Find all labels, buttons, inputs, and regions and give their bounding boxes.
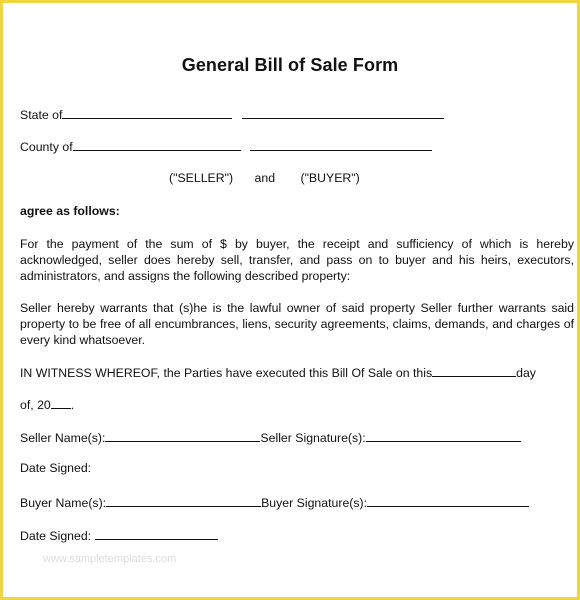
date-signed-line-1 [20,461,91,475]
year-text: of, 20 [20,398,51,412]
date-signed-line-2 [20,527,218,543]
day-word: day [516,366,536,380]
witness-line [20,364,536,380]
buyer-signature-blank[interactable] [367,494,529,507]
state-blank-1[interactable] [62,106,232,119]
buyer-signature-label: Buyer Signature(s): [261,496,368,510]
year-line [20,396,74,412]
payment-paragraph: For the payment of the sum of $ by buyer, the receipt and sufficiency of which is hereby acknowledged, seller does hereby sell, transfer, and pass on to buyer and his heirs, executors, administrators, and assigns the following described property: [20,237,574,283]
county-label: County of [20,140,73,154]
page-title: General Bill of Sale Form [181,55,399,75]
parties-line [169,171,360,185]
state-line [20,106,444,122]
faded-footer: www.sampletemplates.com [43,553,177,565]
seller-name-blank[interactable] [105,429,260,442]
seller-signature-blank[interactable] [366,429,521,442]
seller-signature-label: Seller Signature(s): [260,431,366,445]
date-signed-label-2: Date Signed: [20,529,92,543]
state-blank-2[interactable] [242,106,444,119]
county-line [20,138,432,154]
year-end: . [70,398,75,412]
date-signed-blank[interactable] [95,527,218,540]
and-word: and [254,171,276,185]
date-signed-label: Date Signed: [20,461,92,475]
seller-tag: ("SELLER") [169,171,234,185]
buyer-tag: ("BUYER") [300,171,360,185]
buyer-line [20,494,529,510]
warranty-paragraph: Seller hereby warrants that (s)he is the lawful owner of said property Seller further warrants said property to be free of all encumbrances, liens, security agreements, claims, demands, and charges of every kind whatsoever. [20,301,574,347]
county-blank-1[interactable] [73,138,241,151]
state-label: State of [20,108,63,122]
agree-heading: agree as follows: [20,204,120,218]
county-blank-2[interactable] [250,138,432,151]
seller-name-label: Seller Name(s): [20,431,106,445]
year-blank[interactable] [51,396,71,409]
day-blank[interactable] [432,364,516,377]
buyer-name-blank[interactable] [106,494,261,507]
witness-text: IN WITNESS WHEREOF, the Parties have executed this Bill Of Sale on this [20,366,433,380]
seller-line [20,429,521,445]
buyer-name-label: Buyer Name(s): [20,496,107,510]
